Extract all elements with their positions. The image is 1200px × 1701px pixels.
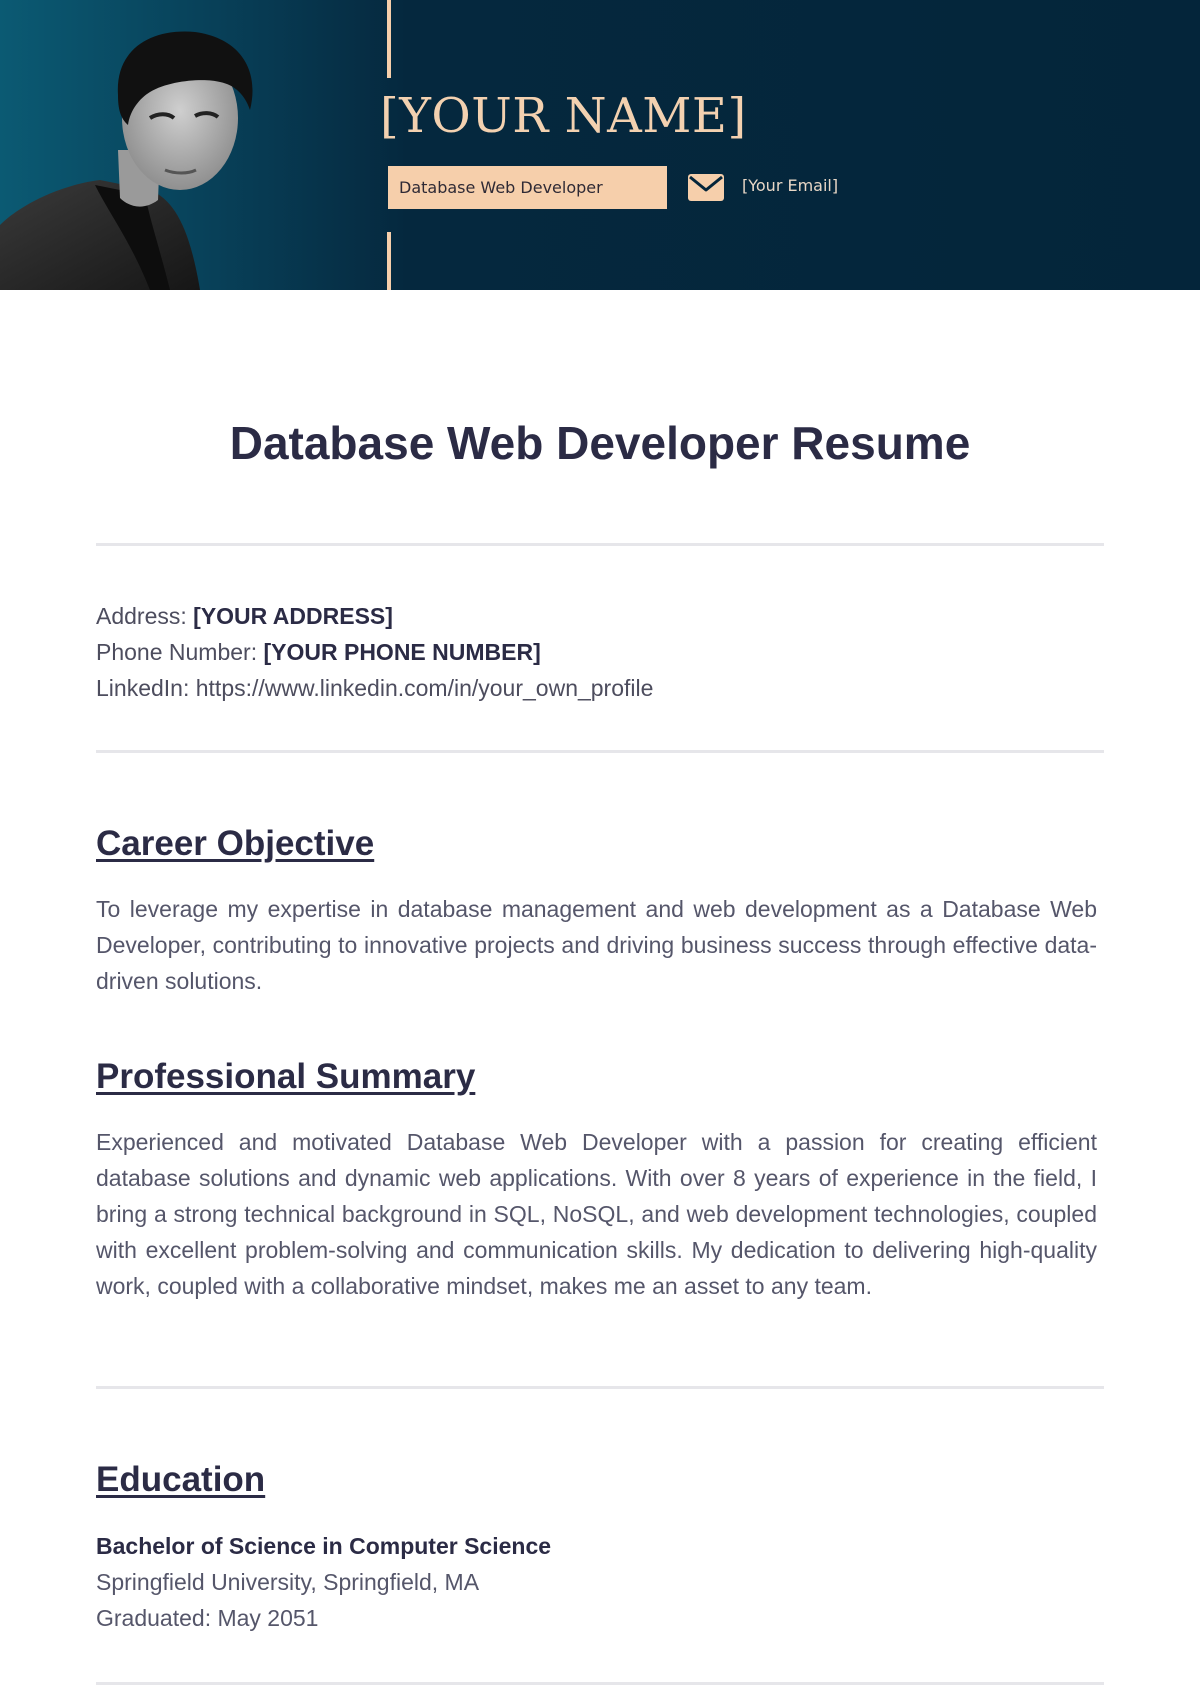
education-heading: Education [96,1460,266,1499]
career-objective-text: To leverage my expertise in database management and web development as a Database Web Developer, contributing to innovative projects and driving business success through effective data-driven solutions. [96,896,1097,994]
education-school: Springfield University, Springfield, MA [96,1569,480,1595]
linkedin-line [96,670,653,706]
phone-value: [YOUR PHONE NUMBER] [263,639,541,665]
professional-summary-text: Experienced and motivated Database Web Developer with a passion for creating efficient database solutions and dynamic web applications. With over 8 years of experience in the field, I bring a strong technical background in SQL, NoSQL, and web development technologies, coupled with excellent problem-solving and communication skills. My dedication to delivering high-quality work, coupled with a collaborative mindset, makes me an asset to any team. [96,1129,1097,1299]
accent-line-top [387,0,391,78]
address-value: [YOUR ADDRESS] [193,603,393,629]
education-graduated: Graduated: May 2051 [96,1605,319,1631]
accent-line-bottom [387,232,391,290]
address-line [96,598,653,634]
phone-line [96,634,653,670]
linkedin-label: LinkedIn: [96,675,196,701]
role-badge: Database Web Developer [388,166,667,209]
linkedin-link[interactable]: https://www.linkedin.com/in/your_own_profile [195,675,654,701]
divider [96,1386,1104,1389]
address-label: Address: [96,603,194,629]
education-degree: Bachelor of Science in Computer Science [96,1533,552,1559]
name-heading: [YOUR NAME] [380,88,747,144]
page-title: Database Web Developer Resume [229,417,971,469]
divider [96,750,1104,753]
envelope-icon [688,174,724,201]
divider [96,1682,1104,1685]
profile-photo [0,0,300,290]
professional-summary-heading: Professional Summary [96,1057,476,1096]
contact-block [96,598,653,706]
header-banner [0,0,1200,290]
email-text: [Your Email] [742,176,839,195]
phone-label: Phone Number: [96,639,264,665]
divider [96,543,1104,546]
education-entry [96,1528,551,1636]
career-objective-heading: Career Objective [96,824,375,863]
